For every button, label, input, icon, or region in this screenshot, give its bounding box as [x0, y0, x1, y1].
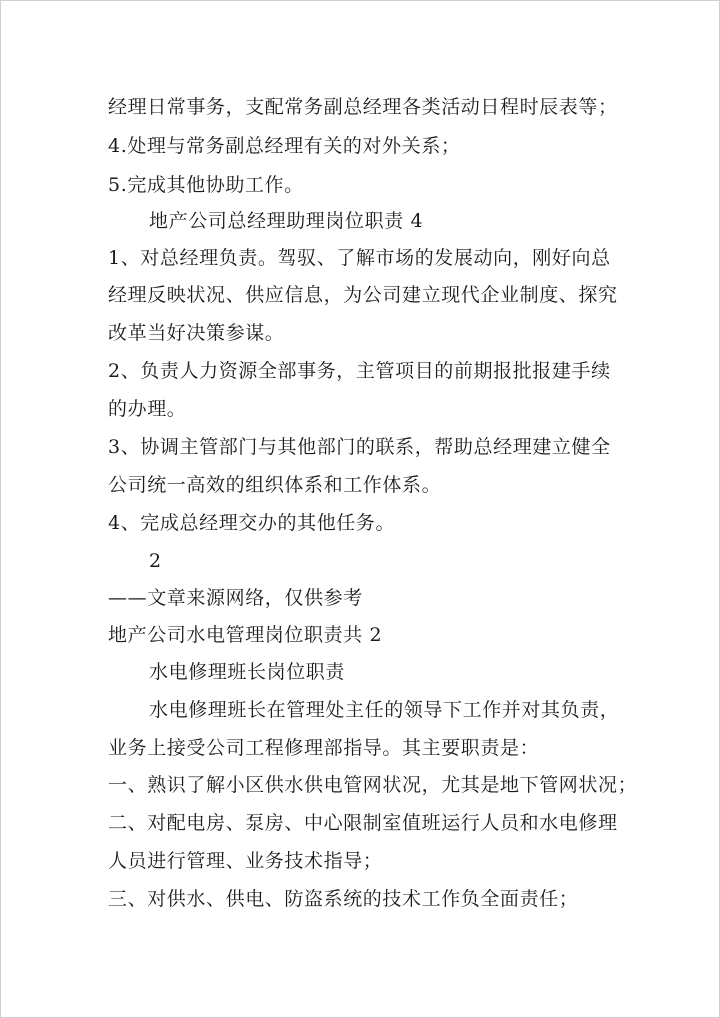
text-line: 水电修理班长在管理处主任的领导下工作并对其负责，	[149, 699, 620, 721]
text-line: 1、对总经理负责。驾驭、了解市场的发展动向，刚好向总	[108, 247, 611, 269]
section-heading: 地产公司总经理助理岗位职责 4	[149, 210, 424, 232]
text-line: 三、对供水、供电、防盗系统的技术工作负全面责任；	[108, 888, 579, 910]
text-line: 4.处理与常务副总经理有关的对外关系；	[108, 135, 461, 157]
text-line: 的办理。	[108, 398, 187, 420]
text-line: 公司统一高效的组织体系和工作体系。	[108, 474, 442, 496]
text-line: 二、对配电房、泵房、中心限制室值班运行人员和水电修理	[108, 812, 618, 834]
section-heading: 水电修理班长岗位职责	[149, 661, 346, 683]
text-line: 4、完成总经理交办的其他任务。	[108, 512, 396, 534]
text-line: 一、熟识了解小区供水供电管网状况，尤其是地下管网状况；	[108, 774, 638, 796]
page-number: 2	[149, 550, 162, 572]
text-line: 5.完成其他协助工作。	[108, 174, 304, 196]
text-line: 2、负责人力资源全部事务，主管项目的前期报批报建手续	[108, 360, 611, 382]
source-note: ——文章来源网络，仅供参考	[108, 587, 363, 609]
text-line: 改革当好决策参谋。	[108, 322, 285, 344]
text-line: 业务上接受公司工程修理部指导。其主要职责是：	[108, 737, 540, 759]
text-line: 3、协调主管部门与其他部门的联系，帮助总经理建立健全	[108, 436, 611, 458]
text-line: 经理日常事务，支配常务副总经理各类活动日程时辰表等；	[108, 96, 618, 118]
text-line: 人员进行管理、业务技术指导；	[108, 850, 383, 872]
document-title: 地产公司水电管理岗位职责共 2	[108, 624, 383, 646]
text-line: 经理反映状况、供应信息，为公司建立现代企业制度、探究	[108, 284, 618, 306]
